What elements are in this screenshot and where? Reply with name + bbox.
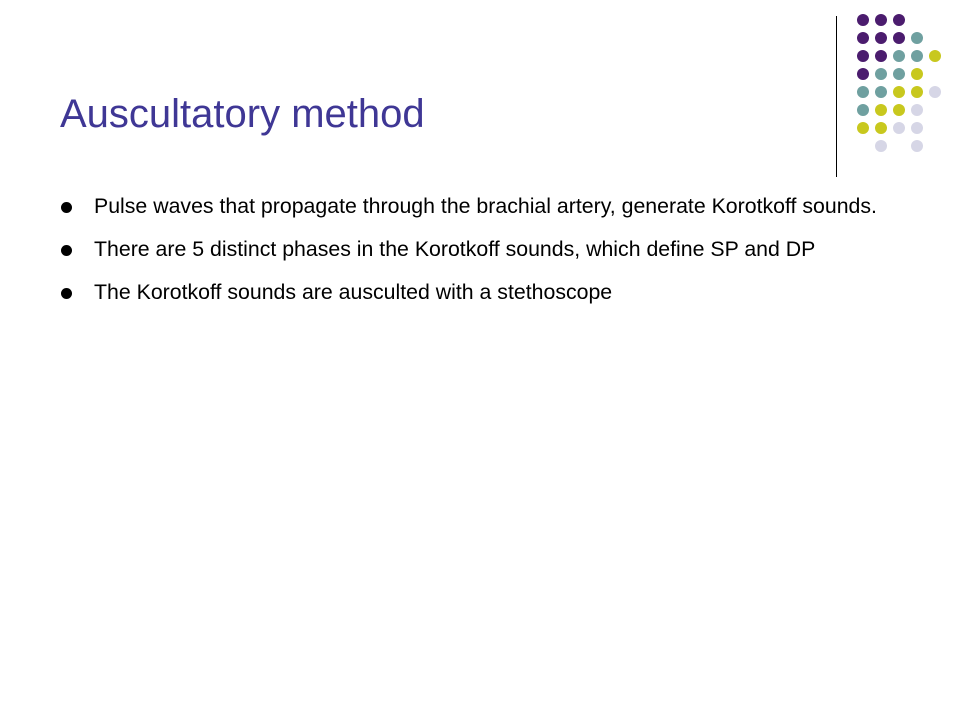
decor-dot-lavender [875,140,887,152]
bullet-text: There are 5 distinct phases in the Korotkoff sounds, which define SP and DP [94,237,816,261]
decor-dot-olive [893,104,905,116]
decor-dot-olive [875,104,887,116]
bullet-item [60,233,920,265]
decor-dot-teal [893,68,905,80]
decor-dot-purple [875,50,887,62]
decor-dot-purple [893,14,905,26]
decor-dot-lavender [893,122,905,134]
decor-dot-purple [893,32,905,44]
bullet-list [60,190,920,319]
decor-dot-purple [857,50,869,62]
decor-dot-teal [893,50,905,62]
bullet-dot-icon [61,202,72,213]
slide-title: Auscultatory method [60,92,425,136]
bullet-text: Pulse waves that propagate through the brachial artery, generate Korotkoff sounds. [94,194,877,218]
bullet-dot-icon [61,245,72,256]
decor-dot-lavender [911,104,923,116]
decor-dot-purple [875,14,887,26]
bullet-dot-icon [61,288,72,299]
decor-dot-teal [875,86,887,98]
divider-line [836,16,837,177]
decor-dot-olive [911,68,923,80]
decor-dot-lavender [911,122,923,134]
decor-dot-lavender [911,140,923,152]
decor-dot-purple [857,32,869,44]
decor-dot-purple [857,68,869,80]
decor-dot-olive [893,86,905,98]
decor-dot-olive [875,122,887,134]
dot-grid-decoration [0,0,960,170]
decor-dot-olive [911,86,923,98]
decor-dot-lavender [929,86,941,98]
decor-dot-teal [911,50,923,62]
bullet-item [60,190,920,222]
decor-dot-teal [911,32,923,44]
bullet-item [60,276,920,308]
decor-dot-olive [857,122,869,134]
decor-dot-olive [929,50,941,62]
decor-dot-purple [875,32,887,44]
decor-dot-teal [857,104,869,116]
decor-dot-teal [857,86,869,98]
decor-dot-teal [875,68,887,80]
decor-dot-purple [857,14,869,26]
bullet-text: The Korotkoff sounds are ausculted with a stethoscope [94,280,613,304]
